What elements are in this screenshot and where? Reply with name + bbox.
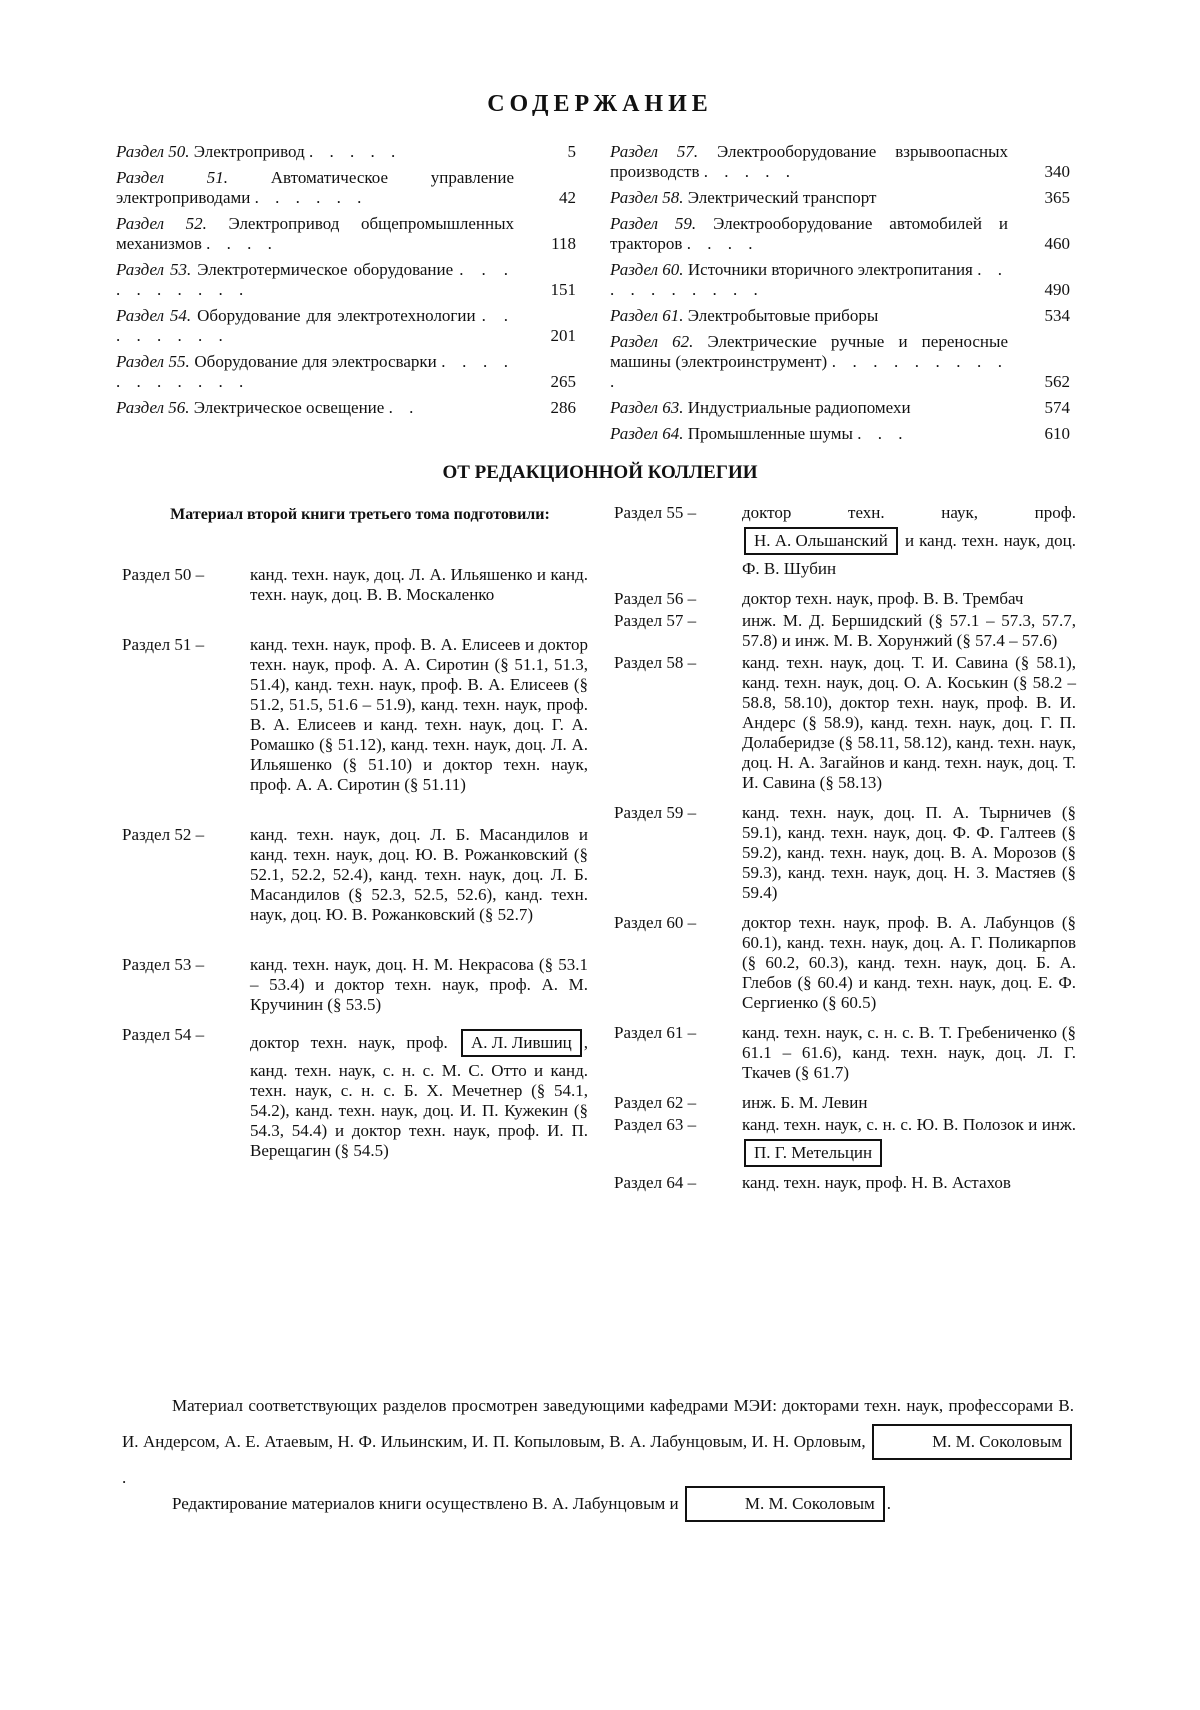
toc-page: 574 — [1044, 398, 1070, 417]
toc-dots: . . . . . . . . . . — [116, 260, 515, 299]
toc-label: Раздел 58. — [610, 188, 684, 207]
toc-title: Автоматическое управление электроприводами — [116, 168, 514, 207]
toc-entry[interactable] — [610, 306, 1070, 326]
editorial-heading: ОТ РЕДАКЦИОННОЙ КОЛЛЕГИИ — [442, 462, 758, 483]
credit-authors — [742, 1115, 1076, 1171]
credit-entry — [614, 803, 1076, 903]
toc-entry[interactable] — [610, 214, 1070, 254]
toc-page: 118 — [551, 234, 576, 253]
toc-dots: . . . . . — [308, 142, 402, 161]
credit-section-label: Раздел 60 – — [614, 913, 697, 932]
toc-dots: . . . . . . . . . . — [610, 352, 1009, 391]
credit-authors: инж. Б. М. Левин — [742, 1093, 868, 1112]
toc-page: 340 — [1044, 162, 1070, 181]
credit-text: доктор техн. наук, проф. — [250, 1033, 448, 1052]
credit-section-label: Раздел 56 – — [614, 589, 697, 608]
toc-label: Раздел 50. — [116, 142, 190, 161]
credit-text: канд. техн. наук, с. н. с. Ю. В. Полозок и инж. — [742, 1115, 1076, 1134]
toc-entry[interactable] — [116, 142, 576, 162]
credit-authors: канд. техн. наук, доц. Т. И. Савина (§ 58.1), канд. техн. наук, доц. О. А. Коськин (§ 58.2 – 58.8, 58.10), доктор техн. наук, проф. В. И. Андерс (§ 58.9), канд. техн. наук, доц. Г. П. Долаберидзе (§ 58.11, 58.12), канд. техн. наук, доц. Н. А. Загайнов и канд. техн. наук, доц. Т. И. Савина (§ 58.13) — [742, 653, 1076, 792]
toc-title: Электрический транспорт — [687, 188, 877, 207]
credit-entry — [122, 825, 588, 925]
credits-right-column — [614, 503, 1076, 1203]
credit-section-label: Раздел 58 – — [614, 653, 697, 672]
toc-label: Раздел 52. — [116, 214, 207, 233]
toc-left-column — [116, 142, 576, 424]
toc-entry[interactable] — [116, 398, 576, 418]
toc-page: 265 — [550, 372, 576, 391]
edited-paragraph — [122, 1482, 1074, 1526]
reviewed-paragraph — [122, 1392, 1074, 1492]
credit-authors: доктор техн. наук, проф. В. А. Лабунцов (§ 60.1), канд. техн. наук, доц. А. Г. Поликарпов (§ 60.2, 60.3), канд. техн. наук, доц. Б. А. Глебов (§ 60.4) и канд. техн. наук, доц. Е. Ф. Сергиенко (§ 60.5) — [742, 913, 1076, 1012]
toc-entry[interactable] — [116, 260, 576, 300]
credit-section-label: Раздел 51 – — [122, 635, 205, 654]
toc-label: Раздел 51. — [116, 168, 228, 187]
toc-dots: . . . . . — [703, 162, 796, 181]
toc-page: 610 — [1044, 424, 1070, 443]
toc-entry[interactable] — [116, 306, 576, 346]
credit-entry — [614, 1093, 1076, 1113]
toc-page: 201 — [550, 326, 576, 345]
credit-authors: канд. техн. наук, доц. Н. М. Некрасова (§ 53.1 – 53.4) и доктор техн. наук, проф. А. М. Кручинин (§ 53.5) — [250, 955, 588, 1014]
toc-page: 151 — [550, 280, 576, 299]
toc-label: Раздел 62. — [610, 332, 694, 351]
prepared-by-heading: Материал второй книги третьего тома подготовили: — [170, 506, 550, 523]
credit-authors: канд. техн. наук, доц. Л. А. Ильяшенко и канд. техн. наук, доц. В. В. Москаленко — [250, 565, 588, 604]
toc-title: Оборудование для электротехнологии — [197, 306, 476, 325]
reviewed-end: . — [122, 1468, 127, 1487]
toc-entry[interactable] — [610, 188, 1070, 208]
boxed-name: П. Г. Метельцин — [744, 1139, 882, 1167]
toc-entry[interactable] — [116, 168, 576, 208]
toc-title: Электропривод общепромышленных механизмов — [116, 214, 514, 253]
toc-title: Промышленные шумы — [687, 424, 853, 443]
toc-title: Электрические ручные и переносные машины (электроинструмент) — [610, 332, 1008, 371]
credit-section-label: Раздел 57 – — [614, 611, 697, 630]
toc-page: 490 — [1044, 280, 1070, 299]
toc-label: Раздел 57. — [610, 142, 699, 161]
credit-authors: канд. техн. наук, проф. В. А. Елисеев и доктор техн. наук, проф. А. А. Сиротин (§ 51.1, 51.3, 51.4), канд. техн. наук, проф. В. А. Елисеев (§ 51.2, 51.5, 51.6 – 51.9), канд. техн. наук, проф. В. А. Елисеев и канд. техн. наук, доц. Г. А. Ромашко (§ 51.12), канд. техн. наук, доц. Л. А. Ильяшенко (§ 51.10) и доктор техн. наук, проф. А. А. Сиротин (§ 51.11) — [250, 635, 588, 794]
credit-entry — [122, 635, 588, 795]
credit-section-label: Раздел 62 – — [614, 1093, 697, 1112]
credit-section-label: Раздел 52 – — [122, 825, 205, 844]
credit-section-label: Раздел 61 – — [614, 1023, 697, 1042]
toc-label: Раздел 60. — [610, 260, 684, 279]
toc-title: Электрооборудование взрывоопасных производств — [610, 142, 1008, 181]
credit-entry — [614, 1173, 1076, 1193]
toc-entry[interactable] — [610, 398, 1070, 418]
toc-title: Электротермическое оборудование — [197, 260, 454, 279]
page-title: СОДЕРЖАНИЕ — [487, 91, 713, 117]
toc-title: Источники вторичного электропитания — [687, 260, 973, 279]
credit-authors — [742, 503, 1076, 579]
credit-entry — [614, 1023, 1076, 1083]
toc-entry[interactable] — [610, 332, 1070, 392]
credit-entry — [614, 653, 1076, 793]
toc-page: 286 — [550, 398, 576, 417]
credit-entry — [122, 955, 588, 1015]
toc-title: Электробытовые приборы — [687, 306, 879, 325]
toc-page: 5 — [567, 142, 576, 161]
toc-entry[interactable] — [610, 260, 1070, 300]
toc-dots: . . . . . . . . . . . — [116, 352, 515, 391]
toc-dots: . . . . . . — [254, 188, 368, 207]
toc-dots: . . — [388, 398, 420, 417]
credit-entry — [614, 1115, 1076, 1171]
toc-label: Раздел 53. — [116, 260, 192, 279]
toc-entry[interactable] — [610, 142, 1070, 182]
boxed-name: М. М. Соколовым — [685, 1486, 885, 1522]
toc-title: Электрическое освещение — [193, 398, 385, 417]
boxed-name: Н. А. Ольшанский — [744, 527, 898, 555]
toc-entry[interactable] — [116, 214, 576, 254]
toc-entry[interactable] — [610, 424, 1070, 444]
credits-left-column — [122, 565, 588, 1171]
toc-label: Раздел 61. — [610, 306, 684, 325]
toc-dots: . . . . . . . . . . — [610, 260, 1008, 299]
toc-page: 42 — [559, 188, 576, 207]
toc-title: Электрооборудование автомобилей и тракторов — [610, 214, 1008, 253]
credit-section-label: Раздел 55 – — [614, 503, 697, 522]
credit-authors: доктор техн. наук, проф. В. В. Трембач — [742, 589, 1024, 608]
toc-label: Раздел 55. — [116, 352, 190, 371]
credit-section-label: Раздел 59 – — [614, 803, 697, 822]
toc-dots: . . . . — [206, 234, 278, 253]
credit-authors: канд. техн. наук, с. н. с. В. Т. Гребениченко (§ 61.1 – 61.6), канд. техн. наук, доц. Л. Г. Ткачев (§ 61.7) — [742, 1023, 1076, 1082]
edited-end: . — [886, 1494, 892, 1513]
credit-entry — [122, 565, 588, 605]
boxed-name: М. М. Соколовым — [872, 1424, 1072, 1460]
credit-entry — [614, 611, 1076, 651]
toc-page: 460 — [1044, 234, 1070, 253]
credit-entry — [614, 913, 1076, 1013]
toc-label: Раздел 56. — [116, 398, 190, 417]
credit-authors: канд. техн. наук, проф. Н. В. Астахов — [742, 1173, 1011, 1192]
reviewed-text: Материал соответствующих разделов просмотрен заведующими кафедрами МЭИ: докторами техн. наук, профессорами В. И. Андерсом, А. Е. Атаевым, Н. Ф. Ильинским, И. П. Копыловым, В. А. Лабунцовым, И. Н. Орловым, — [122, 1396, 1074, 1451]
credit-authors: канд. техн. наук, доц. П. А. Тырничев (§ 59.1), канд. техн. наук, доц. Ф. Ф. Галтеев (§ 59.2), канд. техн. наук, доц. В. А. Морозов (§ 59.3), канд. техн. наук, доц. Н. З. Мастяев (§ 59.4) — [742, 803, 1076, 902]
credit-text: , канд. техн. наук, с. н. с. М. С. Отто и канд. техн. наук, с. н. с. Б. Х. Мечетнер (§ 54.1, 54.2), канд. техн. наук, доц. И. П. Кужекин (§ 54.3, 54.4) и доктор техн. наук, проф. И. П. Верещагин (§ 54.5) — [250, 1033, 589, 1160]
credit-section-label: Раздел 64 – — [614, 1173, 697, 1192]
credit-authors: инж. М. Д. Бершидский (§ 57.1 – 57.3, 57.7, 57.8) и инж. М. В. Хорунжий (§ 57.4 – 57.6) — [742, 611, 1076, 650]
credit-entry — [614, 589, 1076, 609]
toc-title: Индустриальные радиопомехи — [687, 398, 911, 417]
toc-entry[interactable] — [116, 352, 576, 392]
credit-text: и канд. техн. наук, доц. Ф. В. Шубин — [742, 531, 1077, 578]
toc-label: Раздел 63. — [610, 398, 684, 417]
credit-authors: канд. техн. наук, доц. Л. Б. Масандилов и канд. техн. наук, доц. Ю. В. Рожанковский (§ 52.1, 52.2, 52.4), канд. техн. наук, доц. Л. Б. Масандилов (§ 52.3, 52.5, 52.6), канд. техн. наук, доц. Ю. В. Рожанковский (§ 52.7) — [250, 825, 588, 924]
toc-title: Оборудование для электросварки — [194, 352, 437, 371]
edited-text: Редактирование материалов книги осуществлено В. А. Лабунцовым и — [172, 1494, 679, 1513]
credit-entry — [122, 1025, 588, 1161]
toc-page: 562 — [1044, 372, 1070, 391]
toc-dots: . . . — [857, 424, 909, 443]
toc-title: Электропривод — [193, 142, 305, 161]
credit-section-label: Раздел 54 – — [122, 1025, 205, 1044]
toc-dots: . . . . . . . . — [116, 306, 515, 345]
toc-dots: . . . . — [686, 234, 759, 253]
credit-text: доктор техн. наук, проф. — [742, 503, 1076, 522]
credit-authors — [250, 1025, 588, 1161]
toc-label: Раздел 64. — [610, 424, 684, 443]
credit-section-label: Раздел 53 – — [122, 955, 205, 974]
credit-section-label: Раздел 63 – — [614, 1115, 697, 1134]
toc-label: Раздел 54. — [116, 306, 192, 325]
boxed-name: А. Л. Лившиц — [461, 1029, 582, 1057]
toc-right-column — [610, 142, 1070, 450]
toc-page: 365 — [1044, 188, 1070, 207]
credit-section-label: Раздел 50 – — [122, 565, 205, 584]
toc-label: Раздел 59. — [610, 214, 697, 233]
credit-entry — [614, 503, 1076, 579]
toc-page: 534 — [1044, 306, 1070, 325]
